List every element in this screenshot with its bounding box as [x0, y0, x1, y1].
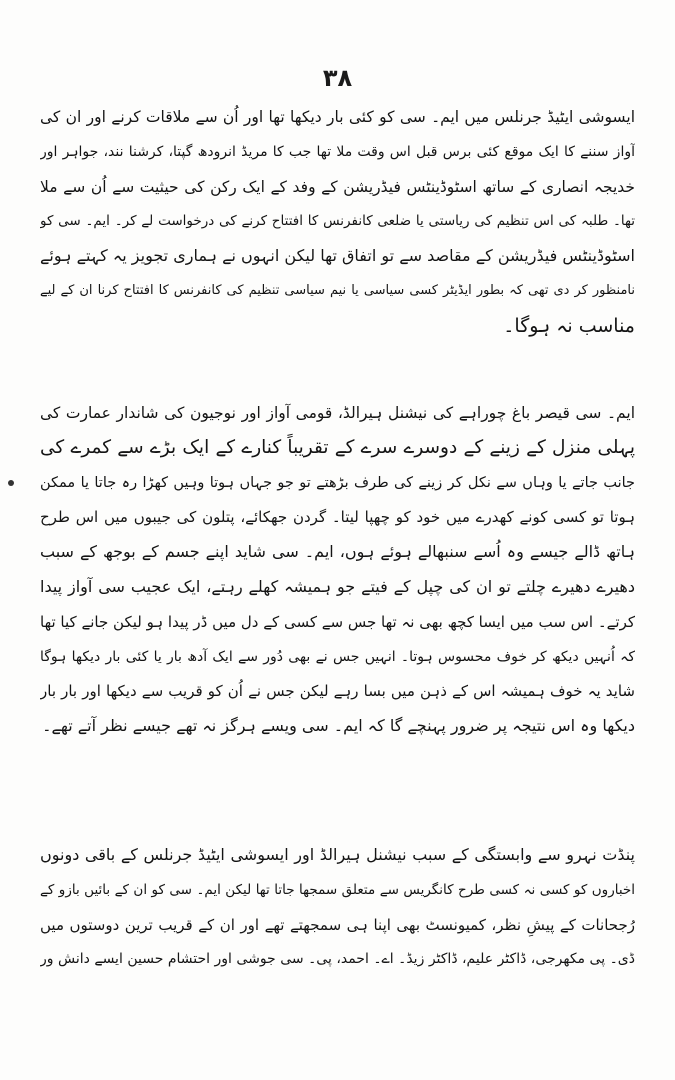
- text-line: رُجحانات کے پیشِ نظر، کمیونسٹ بھی اپنا ہی سمجھتے تھے اور ان کے قریب ترین دوستوں میں: [40, 915, 635, 934]
- text-line: ایم۔ سی قیصر باغ چوراہے کی نیشنل ہیرالڈ، قومی آواز اور نوجیون کی شاندار عمارت کی: [40, 404, 635, 422]
- paragraph-3: [40, 838, 635, 977]
- text-line: آواز سننے کا ایک موقع کئی برس قبل اس وقت ملا تھا جب کا مریڈ انرودھ گپتا، کرشنا نند، جواہر اور: [40, 143, 635, 160]
- paragraph-2: [40, 396, 635, 744]
- text-line: دھیرے دھیرے چلتے تو ان کی چپل کے فیتے جو ہمیشہ کھلے رہتے، ایک عجیب سی آواز پیدا: [40, 576, 635, 596]
- text-line: مناسب نہ ہوگا۔: [503, 314, 635, 337]
- text-line: تھا۔ طلبہ کی اس تنظیم کی ریاستی یا ضلعی کانفرنس کا افتتاح کرنے کی درخواست لے کر۔ ایم۔ سی کو: [40, 213, 635, 230]
- text-line: ہاتھ ڈالے جیسے وہ اُسے سنبھالے ہوئے ہوں، ایم۔ سی شاید اپنے جسم کے بوجھ کے سبب: [40, 542, 635, 562]
- text-line: دیکھا وہ اس نتیجہ پر ضرور پہنچے گا کہ ایم۔ سی ویسے ہرگز نہ تھے جیسے نظر آتے تھے۔: [42, 716, 635, 736]
- text-line: نامنظور کر دی تھی کہ بطور ایڈیٹر کسی سیاسی یا نیم سیاسی تنظیم کی کانفرنس کا افتتاح کرنا ان کے لیے: [40, 282, 635, 298]
- text-line: ہوتا تو کسی کونے کھدرے میں خود کو چھپا لیتا۔ گردن جھکائے، پتلون کی جیبوں میں اس طرح: [40, 508, 635, 527]
- text-line: کہ اُنہیں دیکھ کر خوف محسوس ہوتا۔ انہیں جس نے بھی دُور سے ایک آدھ بار یا کئی بار دیکھا ہوگا: [40, 648, 635, 665]
- text-line: ڈی۔ پی مکھرجی، ڈاکٹر علیم، ڈاکٹر زیڈ۔ اے۔ احمد، پی۔ سی جوشی اور احتشام حسین ایسے دانش ور: [40, 951, 635, 968]
- paragraph-1: [40, 100, 635, 344]
- text-line: پہلی منزل کے زینے کے دوسرے سرے کے تقریباً کنارے کے ایک بڑے سے کمرے کی: [40, 436, 635, 458]
- text-line: خدیجہ انصاری کے ساتھ اسٹوڈینٹس فیڈریشن کے وفد کے ایک رکن کی حیثیت سے اُن سے ملا: [40, 177, 635, 196]
- text-line: کرتے۔ اس سب میں ایسا کچھ بھی نہ تھا جس سے کسی کے دل میں ڈر پیدا ہو لیکن جانے کیا تھا: [40, 612, 635, 631]
- text-line: پنڈت نہرو سے وابستگی کے سبب نیشنل ہیرالڈ اور ایسوشی ایٹیڈ جرنلس کے باقی دونوں: [40, 845, 635, 864]
- text-line: ایسوشی ایٹیڈ جرنلس میں ایم۔ سی کو کئی بار دیکھا تھا اور اُن سے ملاقات کرنے اور ان کی: [40, 108, 635, 126]
- text-line: اخباروں کو کسی نہ کسی طرح کانگریس سے متعلق سمجھا جاتا تھا لیکن ایم۔ سی کو ان کے بائیں بازو کے: [40, 881, 635, 898]
- text-line: اسٹوڈینٹس فیڈریشن کے مقاصد سے تو اتفاق تھا لیکن انہوں نے ہماری تجویز یہ کہتے ہوئے: [40, 246, 635, 266]
- page-number: ۳۸: [322, 64, 353, 92]
- text-line: شاید یہ خوف ہمیشہ اس کے ذہن میں بسا رہے لیکن جس نے اُن کو قریب سے دیکھا اور بار بار: [40, 682, 635, 701]
- text-line: جانب جاتے یا وہاں سے نکل کر زینے کی طرف بڑھتے تو جو جہاں ہوتا وہیں کھڑا رہ جاتا یا ممکن: [40, 474, 635, 491]
- margin-mark: [8, 480, 14, 486]
